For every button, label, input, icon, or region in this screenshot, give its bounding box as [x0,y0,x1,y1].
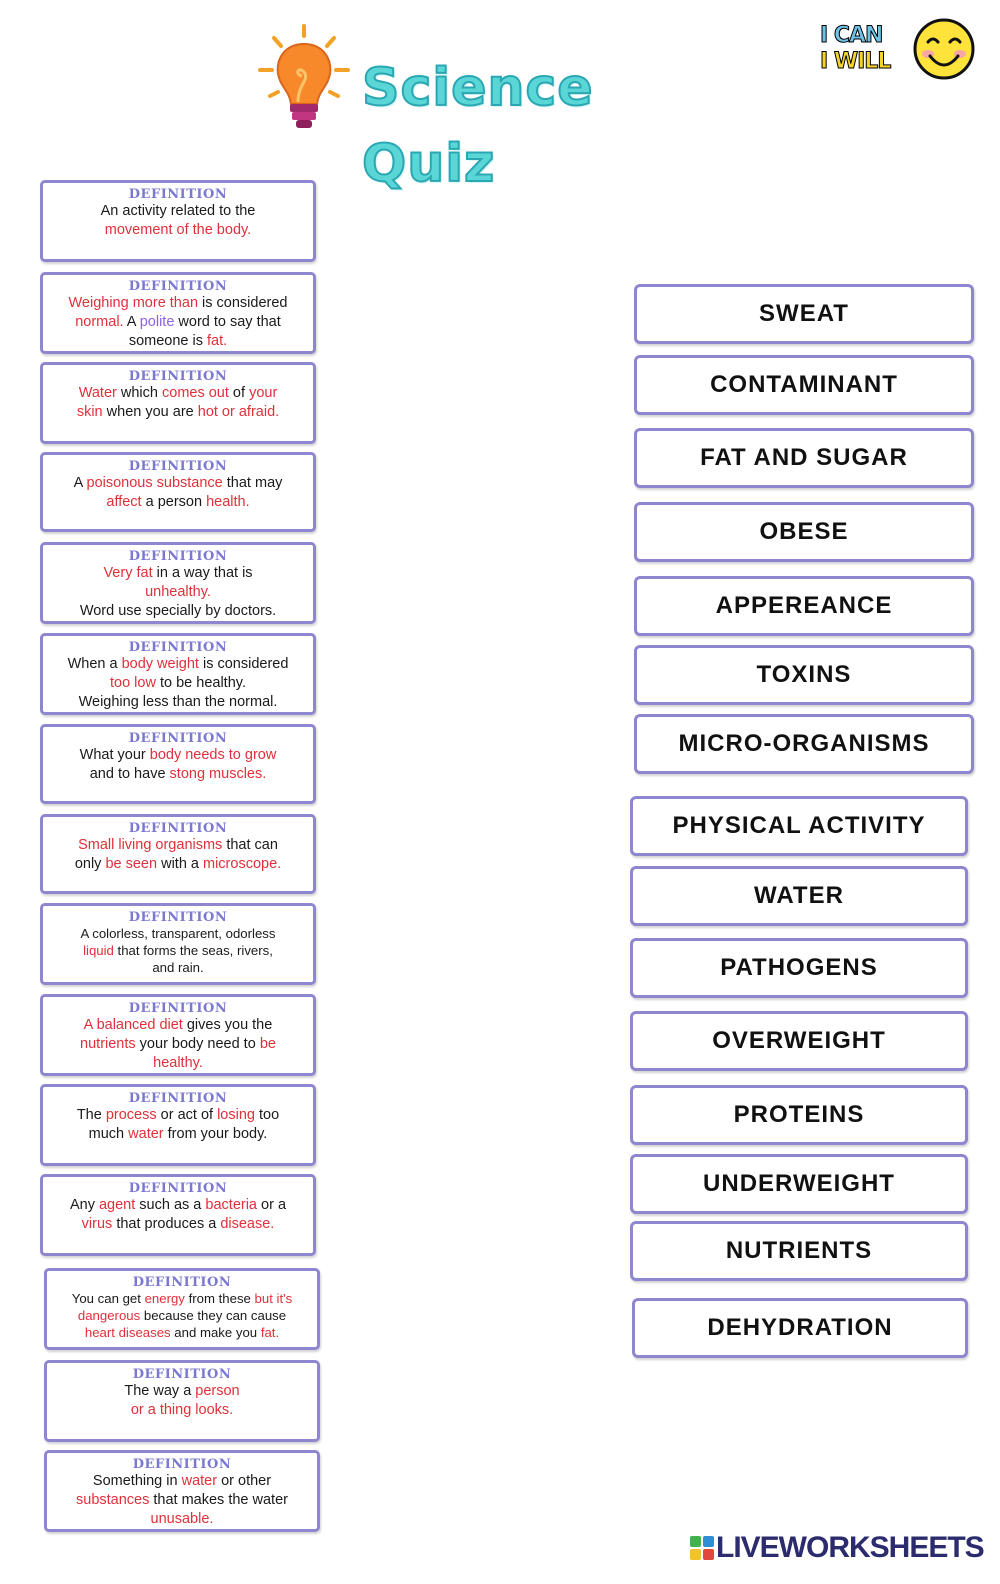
definition-card[interactable] [40,272,316,354]
answer-box[interactable]: OVERWEIGHT [630,1011,968,1071]
definition-text: A balanced diet gives you the nutrients your body need to be healthy. [80,1017,276,1071]
definition-label: DEFINITION [128,1001,228,1016]
definition-card[interactable] [40,814,316,894]
definition-text: You can get energy from these but it's dangerous because they can cause heart diseases and make you fat. [71,1291,293,1340]
answer-box[interactable]: NUTRIENTS [630,1221,968,1281]
definition-text: The way a person or a thing looks. [124,1383,240,1418]
liveworksheets-brand [690,1528,990,1568]
definition-text: Very fat in a way that is unhealthy. Word use specially by doctors. [79,565,277,619]
definition-label: DEFINITION [132,1275,232,1290]
answer-box[interactable]: FAT AND SUGAR [634,428,974,488]
definition-text: Small living organisms that can only be seen with a microscope. [74,837,282,872]
definition-card[interactable] [40,633,316,715]
i-can-i-will-logo [818,22,910,78]
liveworksheets-text: LIVEWORKSHEETS [716,1531,984,1564]
definition-text: An activity related to the movement of the body. [100,203,256,238]
answer-box[interactable]: TOXINS [634,645,974,705]
answer-box[interactable]: UNDERWEIGHT [630,1154,968,1214]
definition-text: A colorless, transparent, odorless liquid that forms the seas, rivers, and rain. [80,926,276,975]
definition-card[interactable] [44,1268,320,1350]
definition-label: DEFINITION [128,731,228,746]
definition-text: Weighing more than is considered normal. A polite word to say that someone is fat. [68,295,288,349]
definition-label: DEFINITION [128,279,228,294]
definition-label: DEFINITION [128,1091,228,1106]
liveworksheets-logo-icon [690,1536,714,1560]
definition-label: DEFINITION [128,549,228,564]
definition-text: Water which comes out of your skin when you are hot or afraid. [76,385,280,420]
definition-card[interactable] [44,1360,320,1442]
definition-card[interactable] [40,1174,316,1256]
definition-text: What your body needs to grow and to have stong muscles. [79,747,277,782]
definition-card[interactable] [44,1450,320,1532]
definition-text: When a body weight is considered too low to be healthy. Weighing less than the normal. [67,656,289,710]
answer-box[interactable]: PATHOGENS [630,938,968,998]
answer-box[interactable]: SWEAT [634,284,974,344]
definition-card[interactable] [40,1084,316,1166]
answer-box[interactable]: WATER [630,866,968,926]
answer-box[interactable]: MICRO-ORGANISMS [634,714,974,774]
answer-box[interactable]: OBESE [634,502,974,562]
answer-box[interactable]: DEHYDRATION [632,1298,968,1358]
smiley-face-icon [912,16,976,82]
definition-label: DEFINITION [128,459,228,474]
logo-line-2: I WILL [820,49,891,74]
definition-card[interactable] [40,542,316,624]
definition-label: DEFINITION [128,640,228,655]
definition-text: Something in water or other substances that makes the water unusable. [76,1473,288,1527]
definition-label: DEFINITION [128,821,228,836]
definition-text: Any agent such as a bacteria or a virus that produces a disease. [69,1197,287,1232]
definition-label: DEFINITION [128,1181,228,1196]
definition-label: DEFINITION [132,1457,232,1472]
page-title: Science Quiz [362,58,594,194]
definition-card[interactable] [40,362,316,444]
definition-label: DEFINITION [128,369,228,384]
definition-card[interactable] [40,994,316,1076]
answer-box[interactable]: CONTAMINANT [634,355,974,415]
definition-label: DEFINITION [128,910,228,925]
definition-label: DEFINITION [128,187,228,202]
definition-label: DEFINITION [132,1367,232,1382]
definition-card[interactable] [40,452,316,532]
logo-line-1: I CAN [820,23,883,48]
definition-card[interactable] [40,180,316,262]
answer-box[interactable]: APPEREANCE [634,576,974,636]
definition-text: The process or act of losing too much water from your body. [76,1107,280,1142]
definition-card[interactable] [40,903,316,985]
answer-box[interactable]: PROTEINS [630,1085,968,1145]
definition-card[interactable] [40,724,316,804]
definition-text: A poisonous substance that may affect a person health. [73,475,283,510]
lightbulb-icon [254,22,354,134]
answer-box[interactable]: PHYSICAL ACTIVITY [630,796,968,856]
